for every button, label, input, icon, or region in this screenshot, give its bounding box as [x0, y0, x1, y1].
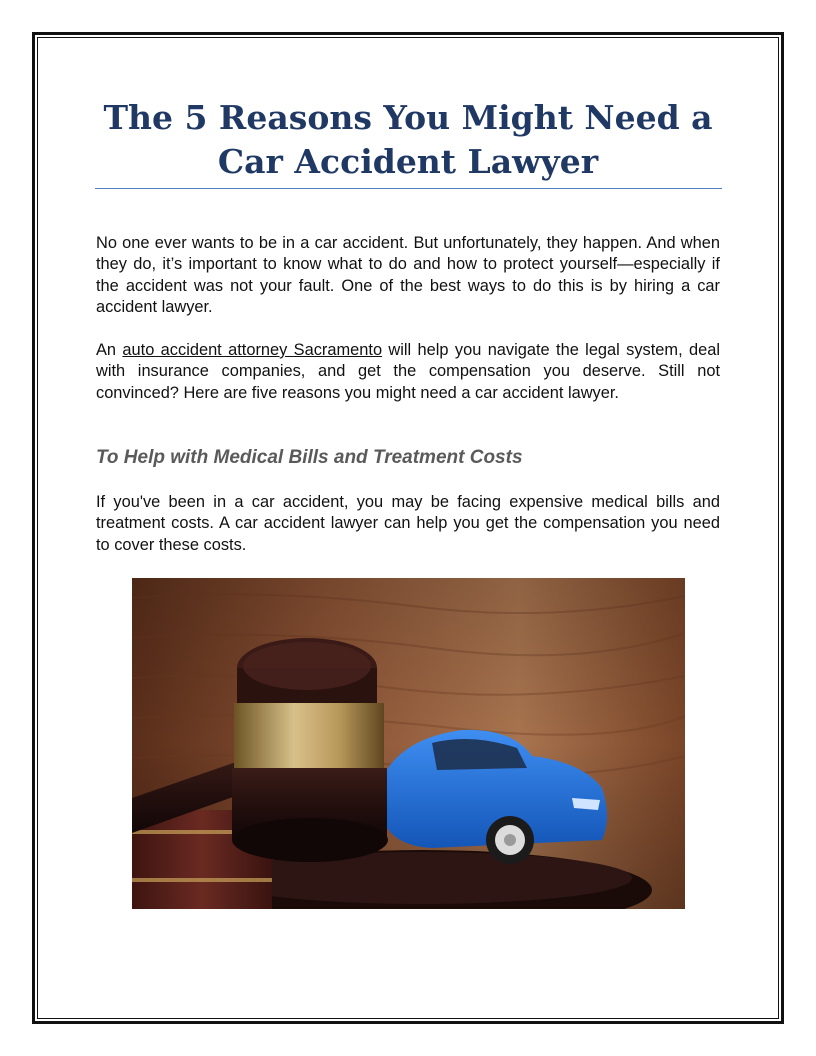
title-underline-rule — [95, 188, 722, 189]
second-paragraph-lead: An — [96, 341, 123, 359]
second-paragraph — [96, 340, 720, 404]
gavel-and-car-photo — [132, 578, 685, 909]
document-title: The 5 Reasons You Might Need a Car Accident Lawyer — [103, 98, 713, 181]
section-heading: To Help with Medical Bills and Treatment Costs — [96, 447, 523, 468]
intro-paragraph: No one ever wants to be in a car accident. But unfortunately, they happen. And when they do, it’s important to know what to do and how to protect yourself—especially if the accident was not your fault. One of the best ways to do this is by hiring a car accident lawyer. — [96, 234, 720, 317]
auto-accident-attorney-link[interactable]: auto accident attorney Sacramento — [122, 341, 383, 359]
second-paragraph-rest: will help you navigate the legal system, deal with insurance companies, and get the compensation you deserve. Still not convinced? Here are five reasons you might need a car accident lawyer. — [96, 341, 720, 402]
section-paragraph: If you've been in a car accident, you may be facing expensive medical bills and treatment costs. A car accident lawyer can help you get the compensation you need to cover these costs. — [96, 493, 720, 554]
